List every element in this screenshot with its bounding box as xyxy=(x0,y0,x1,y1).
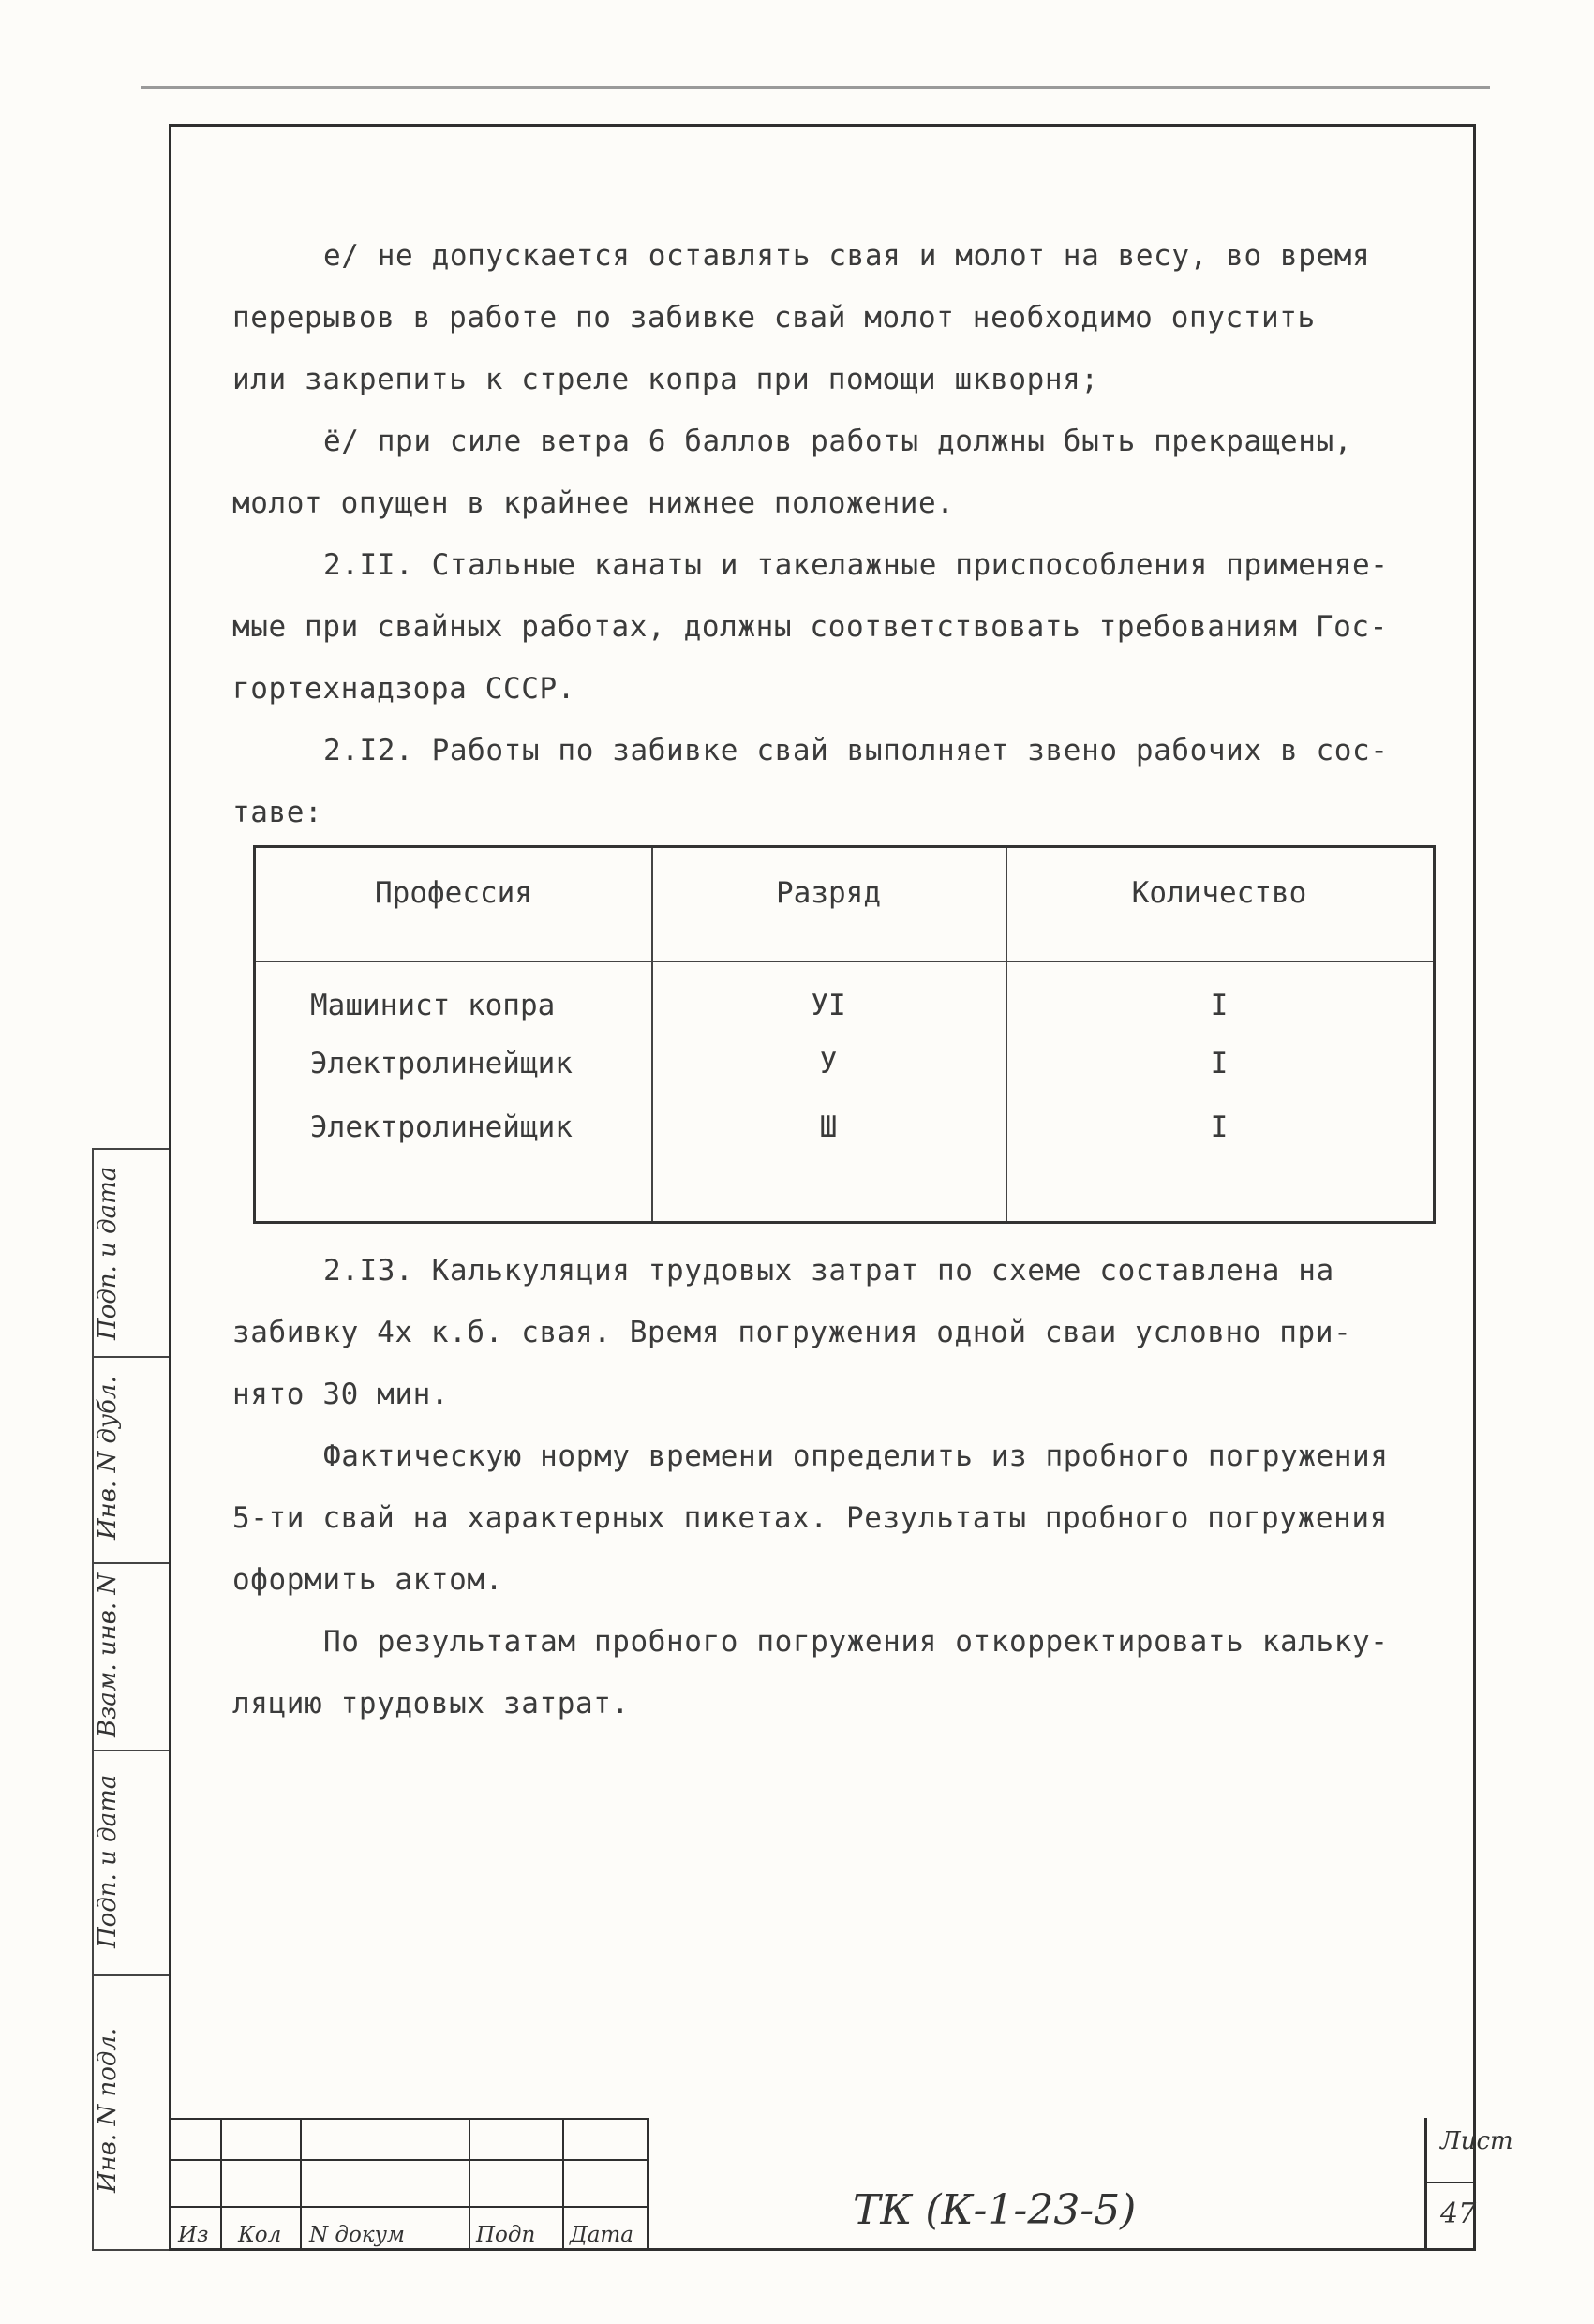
paragraph-line: забивку 4x к.б. свая. Время погружения одной сваи условно при- xyxy=(232,1316,1352,1349)
paragraph-line: или закрепить к стреле копра при помощи шкворня; xyxy=(232,363,1099,396)
table-cell-profession: Электролинейщик xyxy=(310,1047,573,1080)
table-cell-count: I xyxy=(1210,1047,1229,1080)
paragraph-line: 2.II. Стальные канаты и такелажные приспособления применяе- xyxy=(323,548,1389,582)
paragraph-line: перерывов в работе по забивке свай молот необходимо опустить xyxy=(232,301,1316,335)
side-label-sign-date-2: Подп. и дата xyxy=(94,1774,122,1948)
paragraph-line: гортехнадзора СССР. xyxy=(232,672,576,706)
paragraph-line: е/ не допускается оставлять свая и молот на весу, во время xyxy=(323,239,1371,273)
stamp-line xyxy=(469,2118,470,2251)
table-cell-profession: Электролинейщик xyxy=(310,1110,573,1144)
table-cell-count: I xyxy=(1210,989,1229,1022)
paragraph-line: мые при свайных работах, должны соответствовать требованиям Гос- xyxy=(232,610,1388,644)
side-label-sign-date: Подп. и дата xyxy=(94,1166,122,1341)
table-header-divider xyxy=(256,961,1433,962)
table-cell-profession: Машинист копра xyxy=(310,989,556,1022)
side-label-dup-inv: Инв. N дубл. xyxy=(94,1376,122,1541)
top-rule xyxy=(141,86,1490,89)
stamp-col-date: Дата xyxy=(570,2223,633,2247)
document-code: ТК (К-1-23-5) xyxy=(853,2186,1137,2234)
sheet-label: Лист xyxy=(1440,2127,1513,2155)
stamp-line xyxy=(300,2118,302,2251)
stamp-line xyxy=(169,2118,647,2120)
paragraph-line: Фактическую норму времени определить из пробного погружения xyxy=(323,1439,1389,1473)
stamp-line xyxy=(220,2118,222,2251)
staff-table xyxy=(253,845,1436,1224)
table-cell-grade: УI xyxy=(811,989,846,1022)
paragraph-line: оформить актом. xyxy=(232,1563,503,1597)
stamp-line xyxy=(562,2118,564,2251)
stamp-line xyxy=(1424,2182,1476,2183)
side-label-orig-inv: Инв. N подл. xyxy=(94,2027,122,2194)
stamp-col-sign: Подп xyxy=(476,2223,536,2247)
stamp-col-change: Из xyxy=(178,2223,209,2247)
paragraph-line: ё/ при силе ветра 6 баллов работы должны быть прекращены, xyxy=(323,425,1353,458)
table-cell-grade: У xyxy=(819,1047,838,1080)
paragraph-line: молот опущен в крайнее нижнее положение. xyxy=(232,486,955,520)
paragraph-line: таве: xyxy=(232,796,323,829)
sheet-number: 47 xyxy=(1440,2197,1477,2230)
stamp-line xyxy=(647,2118,649,2251)
table-header-grade: Разряд xyxy=(776,876,881,910)
paragraph-line: ляцию трудовых затрат. xyxy=(232,1687,630,1721)
table-cell-grade: Ш xyxy=(819,1110,838,1144)
stamp-col-qty: Кол xyxy=(238,2223,282,2247)
table-header-profession: Профессия xyxy=(375,876,532,910)
stamp-line xyxy=(169,2206,647,2208)
stamp-line xyxy=(1424,2118,1427,2251)
paragraph-line: 2.I2. Работы по забивке свай выполняет звено рабочих в сос- xyxy=(323,734,1389,767)
stamp-line xyxy=(169,2159,647,2161)
stamp-col-doc: N докум xyxy=(309,2223,406,2247)
paragraph-line: 2.I3. Калькуляция трудовых затрат по схеме составлена на xyxy=(323,1254,1334,1288)
table-header-count: Количество xyxy=(1131,876,1307,910)
table-cell-count: I xyxy=(1210,1110,1229,1144)
side-label-replace-inv: Взам. инв. N xyxy=(94,1572,122,1737)
paragraph-line: По результатам пробного погружения откорректировать кальку- xyxy=(323,1625,1389,1659)
paragraph-line: нято 30 мин. xyxy=(232,1378,450,1411)
paragraph-line: 5-ти свай на характерных пикетах. Результаты пробного погружения xyxy=(232,1501,1388,1535)
